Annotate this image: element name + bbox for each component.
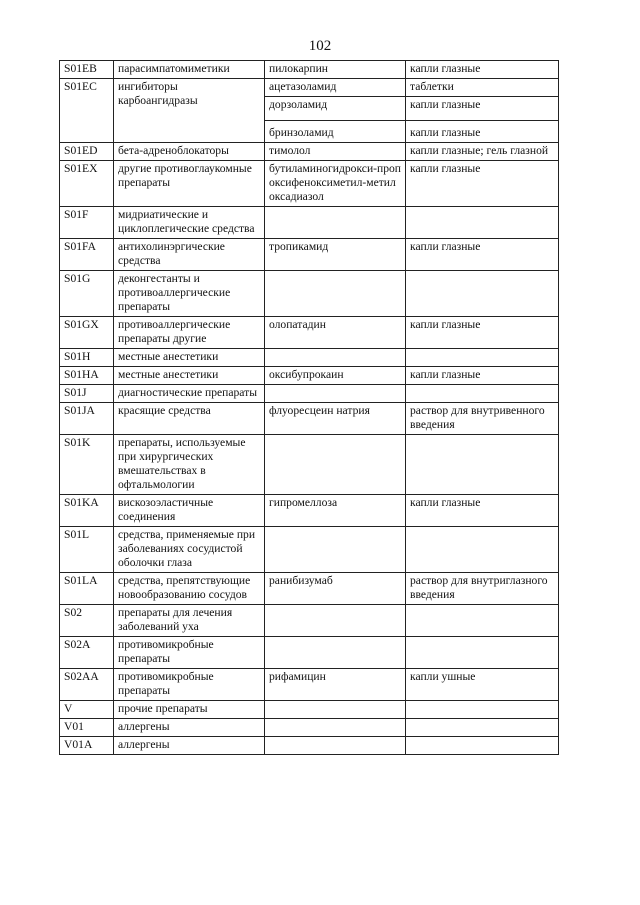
- drug-cell: олопатадин: [265, 317, 406, 349]
- table-row: [60, 79, 559, 97]
- drug-cell: [265, 385, 406, 403]
- table-row: [60, 605, 559, 637]
- table-row: [60, 271, 559, 317]
- atc-code-cell: S01ED: [60, 143, 114, 161]
- atc-code-cell: V01A: [60, 737, 114, 755]
- table-row: [60, 403, 559, 435]
- drug-table: [59, 60, 559, 755]
- table-row: [60, 435, 559, 495]
- drug-cell: гипромеллоза: [265, 495, 406, 527]
- form-cell: [406, 207, 559, 239]
- group-cell: антихолинэргические средства: [114, 239, 265, 271]
- form-cell: капли глазные: [406, 317, 559, 349]
- table-row: [60, 367, 559, 385]
- table-row: [60, 669, 559, 701]
- atc-code-cell: V: [60, 701, 114, 719]
- drug-cell: дорзоламид: [265, 97, 406, 121]
- form-cell: капли глазные: [406, 495, 559, 527]
- atc-code-cell: S01JA: [60, 403, 114, 435]
- form-cell: [406, 271, 559, 317]
- table-row: [60, 637, 559, 669]
- table-row: [60, 737, 559, 755]
- atc-code-cell: S02: [60, 605, 114, 637]
- form-cell: [406, 385, 559, 403]
- drug-cell: [265, 719, 406, 737]
- atc-code-cell: S01LA: [60, 573, 114, 605]
- atc-code-cell: S01K: [60, 435, 114, 495]
- drug-cell: [265, 349, 406, 367]
- form-cell: капли глазные: [406, 61, 559, 79]
- table-row: [60, 701, 559, 719]
- atc-code-cell: S01GX: [60, 317, 114, 349]
- group-cell: бета-адреноблокаторы: [114, 143, 265, 161]
- group-cell: средства, препятствующие новообразованию сосудов: [114, 573, 265, 605]
- form-cell: [406, 527, 559, 573]
- group-cell: местные анестетики: [114, 367, 265, 385]
- form-cell: капли глазные: [406, 97, 559, 121]
- atc-code-cell: S01F: [60, 207, 114, 239]
- table-row: [60, 161, 559, 207]
- drug-cell: [265, 527, 406, 573]
- table-row: [60, 349, 559, 367]
- table-row: [60, 239, 559, 271]
- group-cell: средства, применяемые при заболеваниях сосудистой оболочки глаза: [114, 527, 265, 573]
- group-cell: диагностические препараты: [114, 385, 265, 403]
- group-cell: прочие препараты: [114, 701, 265, 719]
- form-cell: капли глазные: [406, 161, 559, 207]
- drug-cell: [265, 701, 406, 719]
- form-cell: [406, 701, 559, 719]
- table-row: [60, 385, 559, 403]
- atc-code-cell: S02A: [60, 637, 114, 669]
- table-row: [60, 317, 559, 349]
- group-cell: аллергены: [114, 737, 265, 755]
- drug-cell: ранибизумаб: [265, 573, 406, 605]
- form-cell: капли ушные: [406, 669, 559, 701]
- form-cell: [406, 737, 559, 755]
- atc-code-cell: S01HA: [60, 367, 114, 385]
- drug-cell: ацетазоламид: [265, 79, 406, 97]
- form-cell: капли глазные: [406, 367, 559, 385]
- atc-code-cell: S01H: [60, 349, 114, 367]
- drug-cell: [265, 435, 406, 495]
- form-cell: капли глазные: [406, 121, 559, 143]
- group-cell: препараты, используемые при хирургических вмешательствах в офтальмологии: [114, 435, 265, 495]
- atc-code-cell: S01G: [60, 271, 114, 317]
- drug-cell: рифамицин: [265, 669, 406, 701]
- group-cell: мидриатические и циклоплегические средства: [114, 207, 265, 239]
- group-cell: противомикробные препараты: [114, 637, 265, 669]
- atc-code-cell: S01KA: [60, 495, 114, 527]
- group-cell: аллергены: [114, 719, 265, 737]
- drug-cell: бутиламиногидрокси-пропоксифеноксиметил-метилоксадиазол: [265, 161, 406, 207]
- group-cell: красящие средства: [114, 403, 265, 435]
- group-cell: ингибиторы карбоангидразы: [114, 79, 265, 143]
- table-row: [60, 573, 559, 605]
- form-cell: раствор для внутриглазного введения: [406, 573, 559, 605]
- drug-cell: [265, 637, 406, 669]
- drug-cell: тропикамид: [265, 239, 406, 271]
- table-row: [60, 143, 559, 161]
- form-cell: капли глазные: [406, 239, 559, 271]
- group-cell: препараты для лечения заболеваний уха: [114, 605, 265, 637]
- group-cell: вискозоэластичные соединения: [114, 495, 265, 527]
- atc-code-cell: S01EB: [60, 61, 114, 79]
- atc-code-cell: S01L: [60, 527, 114, 573]
- drug-cell: [265, 737, 406, 755]
- atc-code-cell: S01EX: [60, 161, 114, 207]
- drug-cell: тимолол: [265, 143, 406, 161]
- drug-cell: [265, 207, 406, 239]
- drug-cell: [265, 605, 406, 637]
- form-cell: таблетки: [406, 79, 559, 97]
- form-cell: [406, 435, 559, 495]
- form-cell: [406, 637, 559, 669]
- group-cell: противомикробные препараты: [114, 669, 265, 701]
- form-cell: капли глазные; гель глазной: [406, 143, 559, 161]
- form-cell: [406, 349, 559, 367]
- table-row: [60, 61, 559, 79]
- table-row: [60, 495, 559, 527]
- group-cell: местные анестетики: [114, 349, 265, 367]
- atc-code-cell: S02AA: [60, 669, 114, 701]
- atc-code-cell: S01FA: [60, 239, 114, 271]
- table-row: [60, 207, 559, 239]
- drug-cell: флуоресцеин натрия: [265, 403, 406, 435]
- group-cell: парасимпатомиметики: [114, 61, 265, 79]
- drug-cell: [265, 271, 406, 317]
- atc-code-cell: S01EC: [60, 79, 114, 143]
- drug-cell: оксибупрокаин: [265, 367, 406, 385]
- drug-cell: бринзоламид: [265, 121, 406, 143]
- group-cell: другие противоглаукомные препараты: [114, 161, 265, 207]
- group-cell: деконгестанты и противоаллергические препараты: [114, 271, 265, 317]
- drug-cell: пилокарпин: [265, 61, 406, 79]
- form-cell: раствор для внутривенного введения: [406, 403, 559, 435]
- table-row: [60, 527, 559, 573]
- table-row: [60, 719, 559, 737]
- group-cell: противоаллергические препараты другие: [114, 317, 265, 349]
- form-cell: [406, 605, 559, 637]
- page-number: 102: [308, 38, 332, 54]
- atc-code-cell: V01: [60, 719, 114, 737]
- atc-code-cell: S01J: [60, 385, 114, 403]
- form-cell: [406, 719, 559, 737]
